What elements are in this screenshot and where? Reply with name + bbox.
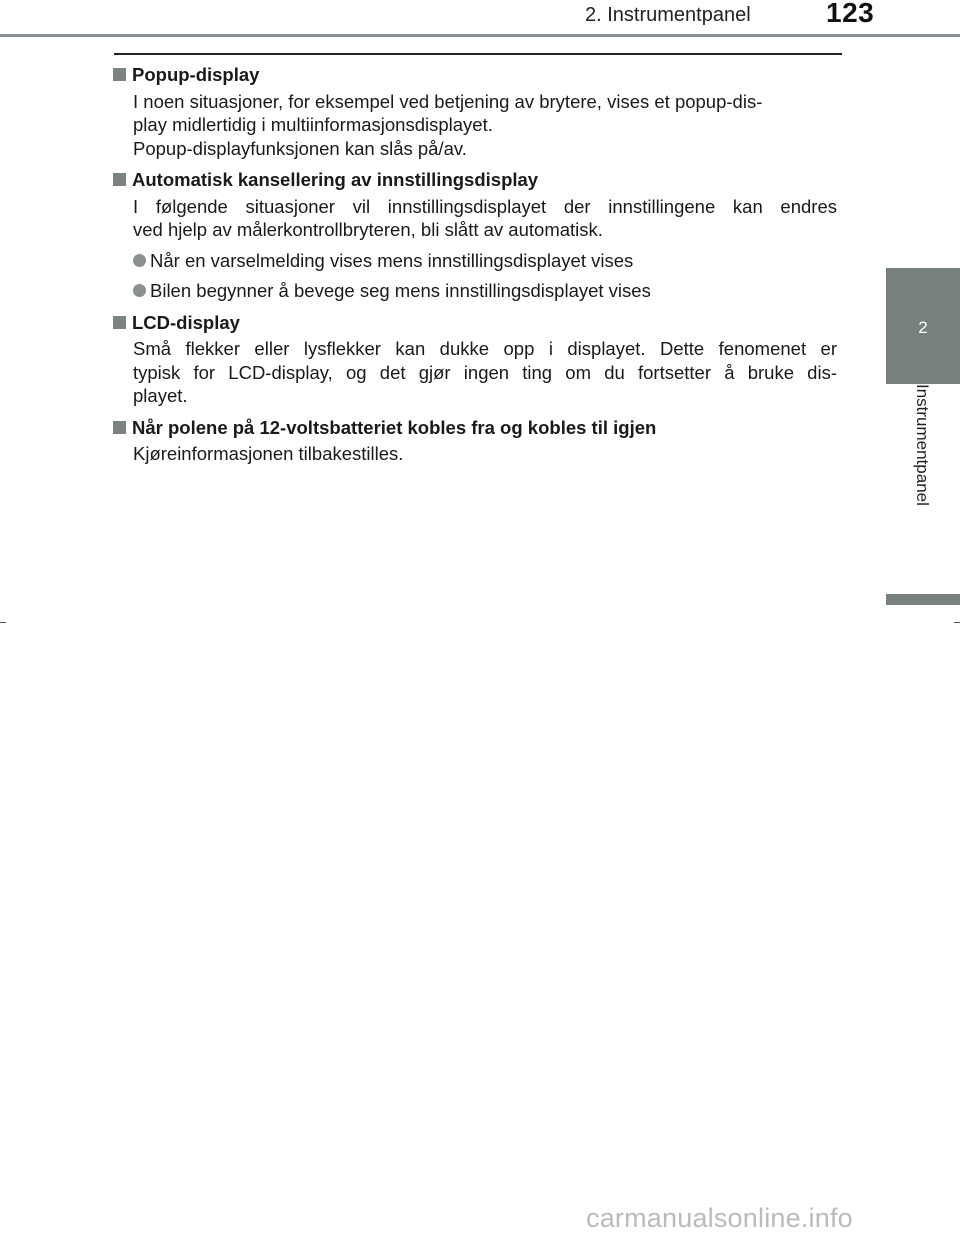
paragraph — [133, 90, 837, 161]
paragraph-line: I følgende situasjoner vil innstillingsdisplayet der innstillingene kan endres — [133, 195, 837, 217]
circle-bullet-icon — [133, 284, 146, 297]
paragraph-line: Popup-displayfunksjonen kan slås på/av. — [133, 137, 467, 159]
paragraph-line: typisk for LCD-display, og det gjør ingen ting om du fortsetter å bruke dis- — [133, 361, 837, 383]
section-lcd-display — [113, 311, 837, 408]
square-bullet-icon — [113, 68, 126, 81]
chapter-side-tab — [886, 268, 960, 605]
header-divider — [0, 34, 960, 37]
paragraph-line: Kjøreinformasjonen tilbakestilles. — [133, 443, 404, 464]
crop-mark-right — [954, 622, 960, 623]
square-bullet-icon — [113, 421, 126, 434]
paragraph-line: play midlertidig i multiinformasjonsdisplayet. — [133, 114, 493, 135]
section-heading-text: Når polene på 12-voltsbatteriet kobles fra og kobles til igjen — [132, 416, 657, 438]
list-item-text: Bilen begynner å bevege seg mens innstillingsdisplayet vises — [150, 280, 651, 301]
paragraph — [133, 195, 837, 242]
section-popup-display — [113, 63, 837, 160]
section-heading-text: Popup-display — [132, 64, 260, 85]
section-heading — [113, 63, 837, 87]
content-top-rule — [114, 53, 842, 55]
paragraph-line: I noen situasjoner, for eksempel ved betjening av brytere, vises et popup-dis- — [133, 90, 763, 112]
header-section-title: 2. Instrumentpanel — [585, 4, 751, 26]
section-auto-cancel — [113, 168, 837, 303]
paragraph-line: Små flekker eller lysflekker kan dukke opp i displayet. Dette fenomenet er — [133, 338, 837, 359]
section-heading — [113, 168, 837, 192]
paragraph-line: ved hjelp av målerkontrollbryteren, bli slått av automatisk. — [133, 219, 603, 240]
page-number: 123 — [826, 0, 875, 28]
list-item — [133, 279, 837, 303]
square-bullet-icon — [113, 316, 126, 329]
chapter-number: 2 — [918, 318, 928, 337]
paragraph — [133, 337, 837, 408]
section-heading — [113, 311, 837, 335]
paragraph — [133, 442, 837, 466]
section-battery-reconnect — [113, 416, 837, 466]
square-bullet-icon — [113, 173, 126, 186]
section-heading — [113, 416, 837, 440]
list-item-text: Når en varselmelding vises mens innstillingsdisplayet vises — [150, 249, 634, 271]
chapter-label-box — [886, 384, 960, 594]
crop-mark-left — [0, 622, 6, 623]
watermark: carmanualsonline.info — [586, 1203, 853, 1233]
circle-bullet-icon — [133, 254, 146, 267]
chapter-label: Instrumentpanel — [913, 384, 932, 506]
section-heading-text: Automatisk kansellering av innstillingsdisplay — [132, 169, 539, 190]
list-item — [133, 249, 837, 273]
page-content — [113, 63, 837, 474]
section-heading-text: LCD-display — [132, 311, 240, 333]
paragraph-line: playet. — [133, 385, 188, 406]
